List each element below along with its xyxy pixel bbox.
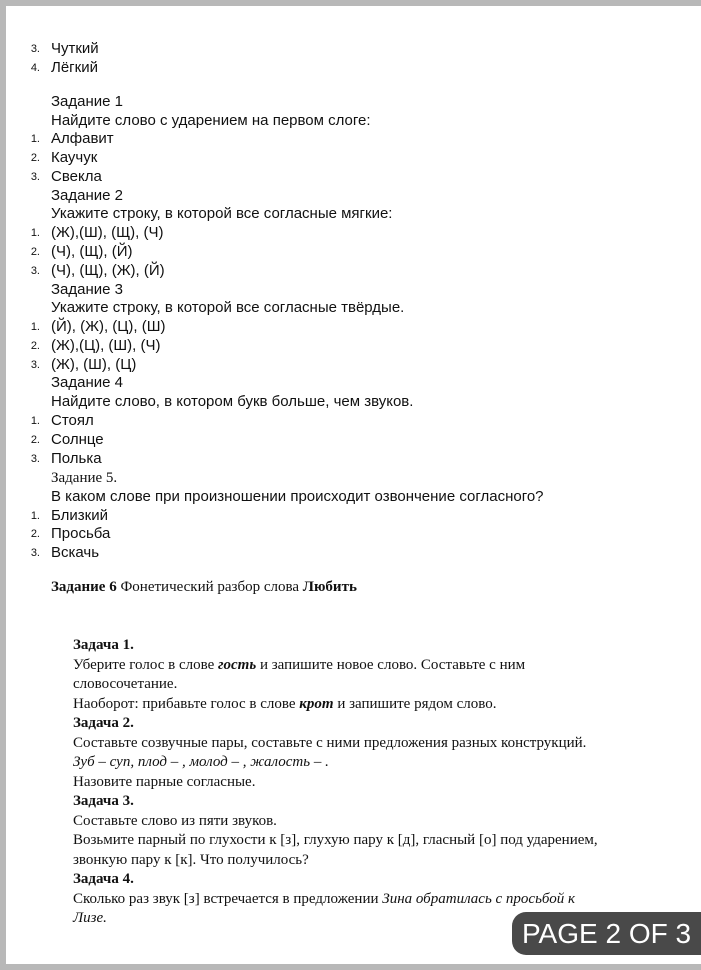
task3-title: Задание 3 <box>51 281 124 298</box>
task1-title: Задание 1 <box>51 93 124 110</box>
problem4-line2: Лизе. <box>73 910 107 926</box>
task4-prompt: Найдите слово, в котором букв больше, чем звуков. <box>51 393 414 410</box>
problem4-title: Задача 4. <box>73 871 134 887</box>
problem1-line1: Уберите голос в слове гость и запишите новое слово. Составьте с ним <box>73 657 526 673</box>
task4-title: Задание 4 <box>51 374 124 391</box>
problem2-line2: Зуб – суп, плод – , молод – , жалость – . <box>73 754 329 770</box>
task6-line <box>51 578 357 596</box>
problem1-line2: словосочетание. <box>73 676 178 692</box>
problem2-line1: Составьте созвучные пары, составьте с ними предложения разных конструкций. <box>73 735 587 751</box>
task3-prompt: Укажите строку, в которой все согласные твёрдые. <box>51 299 405 316</box>
task5-title: Задание 5. <box>51 470 118 486</box>
task6-word: Любить <box>302 579 357 595</box>
task5-prompt: В каком слове при произношении происходит озвончение согласного? <box>51 488 544 505</box>
problem3-title: Задача 3. <box>73 793 134 809</box>
task1-prompt: Найдите слово с ударением на первом слоге: <box>51 112 371 129</box>
problem3-line1: Составьте слово из пяти звуков. <box>73 813 277 829</box>
task6-text: Фонетический разбор слова <box>116 579 303 595</box>
problem3-line3: звонкую пару к [к]. Что получилось? <box>73 852 309 868</box>
task2-title: Задание 2 <box>51 187 124 204</box>
task2-prompt: Укажите строку, в которой все согласные мягкие: <box>51 205 393 222</box>
problem1-title: Задача 1. <box>73 637 134 653</box>
problem1-line3: Наоборот: прибавьте голос в слове крот и запишите рядом слово. <box>73 696 497 712</box>
page-indicator-badge: PAGE 2 OF 3 <box>512 912 701 955</box>
task6-title: Задание 6 <box>51 579 117 595</box>
problem3-line2: Возьмите парный по глухости к [з], глухую пару к [д], гласный [о] под ударением, <box>73 832 598 848</box>
problem4-line1: Сколько раз звук [з] встречается в предложении Зина обратилась с просьбой к <box>73 891 576 907</box>
problem2-title: Задача 2. <box>73 715 134 731</box>
problem2-line3: Назовите парные согласные. <box>73 774 256 790</box>
